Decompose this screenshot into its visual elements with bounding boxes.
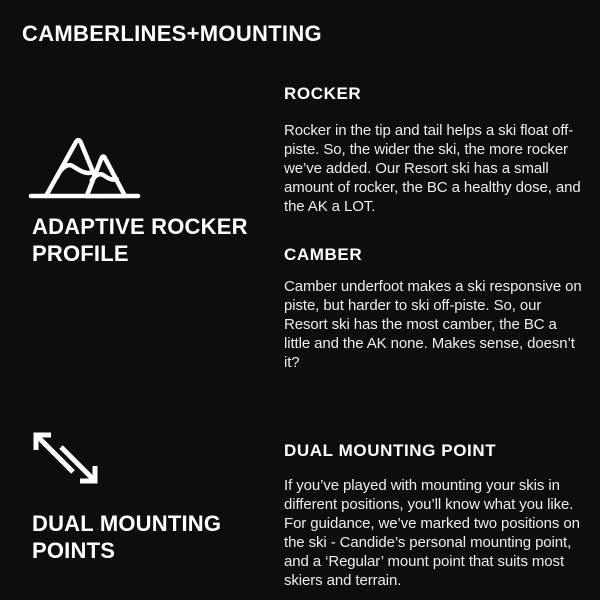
page-title: CAMBERLINES+MOUNTING xyxy=(22,20,322,46)
feature-label-dual-mounting-points: DUAL MOUNTING POINTS xyxy=(32,511,222,563)
mountains-icon xyxy=(26,131,142,201)
section-heading-rocker: ROCKER xyxy=(284,84,362,104)
section-heading-camber: CAMBER xyxy=(284,245,363,265)
feature-label-adaptive-rocker-profile: ADAPTIVE ROCKER PROFILE xyxy=(32,214,248,266)
section-body-dual-mounting-point: If you’ve played with mounting your skis in different positions, you’ll know what you like. For guidance, we’ve marked two positions on the ski - Candide’s personal mounting point, and a ‘Regular’ mount point that suits most skiers and terrain. xyxy=(284,477,580,589)
section-heading-dual-mounting-point: DUAL MOUNTING POINT xyxy=(284,441,497,461)
dual-arrows-icon xyxy=(28,428,108,490)
section-body-camber: Camber underfoot makes a ski responsive on piste, but harder to ski off-piste. So, our Resort ski has the most camber, the BC a little and the AK none. Makes sense, doesn’t it? xyxy=(284,278,582,371)
section-body-rocker: Rocker in the tip and tail helps a ski float off-piste. So, the wider the ski, the more rocker we’ve added. Our Resort ski has a small amount of rocker, the BC a healthy dose, and the AK a LOT. xyxy=(284,122,581,215)
